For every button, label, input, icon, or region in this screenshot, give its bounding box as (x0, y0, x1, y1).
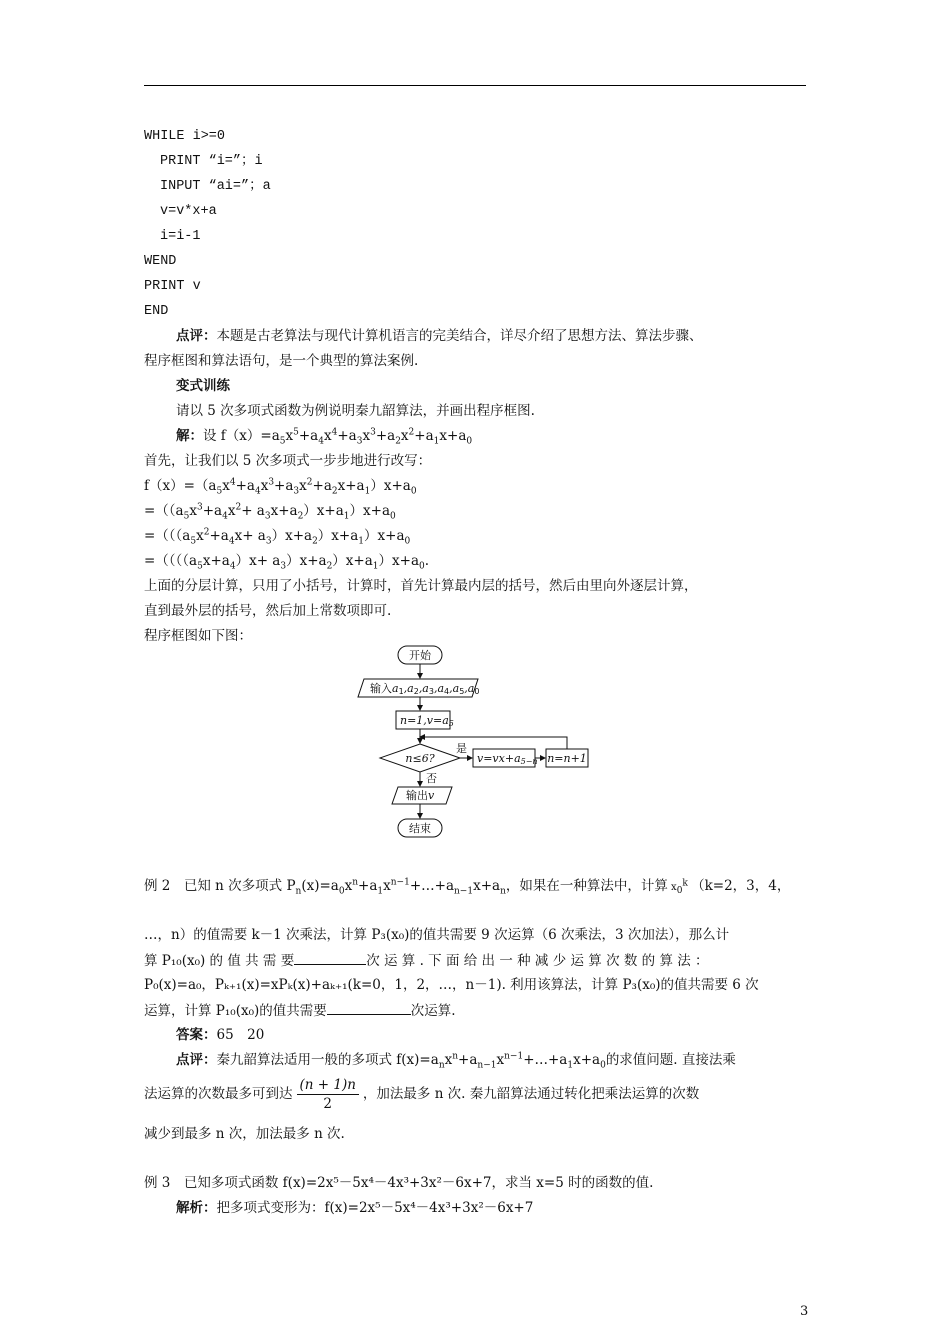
code-line (160, 152, 263, 172)
header-rule (144, 85, 806, 86)
comment-label: 点评： (176, 328, 217, 344)
comment-paragraph (176, 326, 703, 346)
code-line: INPUT “ai=”；a (160, 179, 271, 194)
answer-text: 65 20 (216, 1027, 265, 1043)
comment-continuation: 程序框图和算法语句，是一个典型的算法案例. (144, 353, 419, 369)
solution-text: 设 f（x）= (203, 428, 272, 444)
flow-no-label: 否 (426, 772, 437, 785)
fraction-numerator: (n + 1)n (297, 1076, 359, 1095)
text: ，加法最多 n 次. 秦九韶算法通过转化把乘法运算的次数 (362, 1086, 700, 1102)
text: 算 P₁₀(x₀) 的 值 共 需 要 (144, 953, 295, 969)
example-label: 例 2 (144, 878, 171, 894)
example2-line2: …，n）的值需要 k－1 次乘法，计算 P₃(x₀)的值共需要 9 次运算（6 次乘法，3 次加法），那么计 (144, 927, 730, 943)
code-line: WEND (144, 254, 177, 269)
intro-line: 首先，让我们以 5 次多项式一步步地进行改写： (144, 453, 432, 469)
example2-line5 (144, 1000, 456, 1021)
solution-line: 解：设 $f(x)=a_5x^5+a_4x^4+a_3x^3+a_2x^2+a_1x+a_0$ (176, 427, 473, 447)
code-line: END (144, 304, 169, 319)
code-text: PRINT “i=”；i (160, 154, 263, 169)
text: 次 运 算 . 下 面 给 出 一 种 减 少 运 算 次 数 的 算 法 ： (366, 953, 709, 969)
text: 已知多项式函数 f(x)=2x⁵－5x⁴－4x³+3x²－6x+7，求当 x=5 时的函数的值. (183, 1175, 654, 1191)
text: 运算，计算 P₁₀(x₀)的值共需要 (144, 1003, 327, 1019)
example-label: 例 3 (144, 1175, 171, 1191)
comment2-line2 (144, 1075, 699, 1113)
code-line: WHILE i>=0 (144, 129, 226, 144)
text: 法运算的次数最多可到达 (144, 1086, 293, 1102)
flow-loop-arrow (420, 737, 567, 749)
text: 把多项式变形为：f(x)=2x⁵－5x⁴－4x³+3x²－6x+7 (216, 1200, 534, 1216)
answer-blank[interactable] (294, 950, 366, 965)
code-line: PRINT v (144, 279, 201, 294)
answer-line (176, 1025, 264, 1045)
flow-update-text: v=vx+a5−n (477, 752, 538, 766)
comment-label: 点评： (176, 1052, 217, 1068)
formula-line: $=((((a_5x+a_4)x+ a_3)x+a_2)x+a_1)x+a_0$. (144, 553, 430, 572)
answer-label: 答案： (176, 1027, 217, 1043)
code-line: v=v*x+a (160, 204, 217, 219)
page-number: 3 (800, 1304, 809, 1319)
comment-text: 本题是古老算法与现代计算机语言的完美结合，详尽介绍了思想方法、算法步骤、 (216, 328, 703, 344)
flow-start-text: 开始 (409, 649, 431, 662)
example2-line3 (144, 950, 709, 971)
example3-question (144, 1173, 653, 1193)
flow-end-text: 结束 (409, 822, 431, 835)
text: (x)=a (301, 878, 339, 894)
flow-output-text: 输出v (406, 789, 435, 802)
answer-blank[interactable] (327, 1000, 411, 1015)
flowchart-intro: 程序框图如下图： (144, 628, 252, 644)
formula-line: $=(((a_5x^2+a_4x+ a_3)x+a_2)x+a_1)x+a_0$ (144, 527, 411, 547)
comment2-line3: 减少到最多 n 次，加法最多 n 次. (144, 1126, 345, 1142)
text: （k=2，3，4， (691, 878, 791, 894)
variant-question: 请以 5 次多项式函数为例说明秦九韶算法，并画出程序框图. (176, 403, 535, 419)
example2-line4: P₀(x)=a₀，Pₖ₊₁(x)=xPₖ(x)+aₖ₊₁(k=0，1，2，…，n－1). 利用该算法，计算 P₃(x₀)的值共需要 6 次 (144, 977, 759, 993)
text: 的求值问题. 直接法乘 (605, 1052, 736, 1068)
text: 已知 n 次多项式 P (183, 878, 296, 894)
text: 秦九韶算法适用一般的多项式 f(x)= (216, 1052, 431, 1068)
text: ，如果在一种算法中，计算 (505, 878, 668, 894)
flow-yes-label: 是 (456, 742, 467, 755)
text: 次运算. (410, 1003, 456, 1019)
solution-label: 解： (176, 428, 203, 444)
explain-line: 上面的分层计算，只用了小括号，计算时，首先计算最内层的括号，然后由里向外逐层计算， (144, 578, 698, 594)
formula-line: $=((a_5x^3+a_4x^2+ a_3x+a_2)x+a_1)x+a_0$ (144, 502, 396, 522)
explain-line: 直到最外层的括号，然后加上常数项即可. (144, 603, 392, 619)
flow-incr-text: n=n+1 (547, 752, 587, 765)
fraction (297, 1076, 359, 1113)
flow-init-text: n=1,v=a5 (400, 714, 454, 728)
comment2-line1: 点评：秦九韶算法适用一般的多项式 $f(x)=a_nx^n+a_{n-1}x^{n-1}+\dots+a_1x+a_0$的求值问题. 直接法乘 (176, 1051, 736, 1071)
flowchart (350, 640, 600, 840)
example2-line1: 例 2 已知 n 次多项式 $P_n(x)=a_0x^n+a_1x^{n-1}+\dots+a_{n-1}x+a_n$，如果在一种算法中，计算 $x_0^k$ （k=2，3，4， (144, 877, 791, 897)
flow-decision-text: n≤6? (405, 752, 435, 765)
section-heading: 变式训练 (176, 378, 230, 394)
analysis-label: 解析： (176, 1200, 217, 1216)
flow-input-text: 输入a1,a2,a3,a4,a5,a0 (370, 682, 480, 696)
fraction-denominator: 2 (323, 1096, 332, 1112)
formula-line: $f(x)=(a_5x^4+a_4x^3+a_3x^2+a_2x+a_1)x+a_0$ (144, 477, 417, 497)
code-line: i=i-1 (160, 229, 201, 244)
example3-analysis (176, 1198, 533, 1218)
